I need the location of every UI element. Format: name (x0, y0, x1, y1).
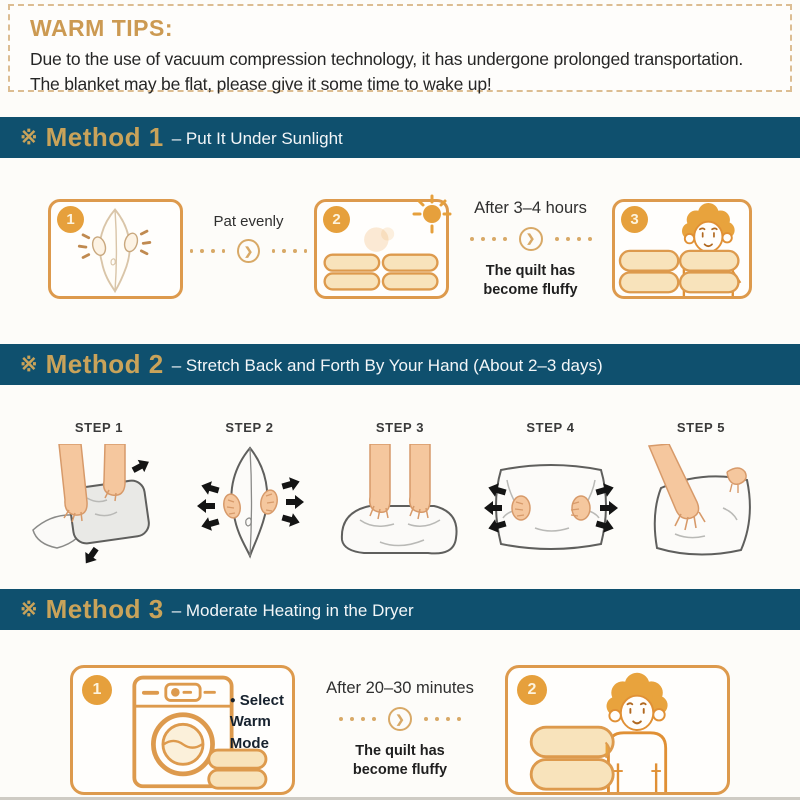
dotted-arrow (456, 227, 606, 251)
dotted-arrow (190, 239, 308, 263)
pat-evenly-caption: Pat evenly (213, 213, 284, 230)
method3-card-fluffy (505, 665, 730, 795)
select-warm-mode-label: ● Select Warm Mode (229, 691, 284, 752)
chevron-right-icon: ❯ (237, 239, 259, 263)
method-2-banner (0, 344, 800, 385)
dotted-arrow (308, 707, 492, 731)
step-5 (630, 420, 772, 566)
reference-mark-icon: ※ (20, 126, 38, 149)
method-1-banner (0, 117, 800, 158)
step-3 (329, 420, 471, 566)
step-badge-2: 2 (517, 675, 547, 705)
step-badge-3: 3 (621, 206, 648, 233)
method-3-banner (0, 589, 800, 630)
step-5-illustration (631, 444, 771, 566)
sun-icon (411, 193, 453, 235)
after-hours-caption: After 3–4 hours (474, 198, 587, 217)
method-2-steps-row (0, 420, 800, 566)
method-1-title: Method 1 (45, 122, 164, 152)
step-4 (480, 420, 622, 566)
method-3-steps-row (0, 662, 800, 797)
step-badge-2: 2 (323, 206, 350, 233)
method1-card-sunlight (314, 199, 449, 299)
bullet-icon: ● (229, 694, 236, 706)
method-2-title: Method 2 (45, 349, 164, 379)
method-1-steps-row (0, 196, 800, 302)
method1-connector-2 (456, 199, 606, 300)
warm-tips-body (30, 47, 770, 96)
method-3-subtitle: – Moderate Heating in the Dryer (171, 600, 414, 620)
step-badge-1: 1 (82, 675, 112, 705)
step-1 (28, 420, 170, 566)
warm-tips-title: WARM TIPS: (30, 15, 173, 41)
fluffy-result-text: The quilt has become fluffy (352, 743, 448, 778)
method-1-subtitle: – Put It Under Sunlight (171, 128, 343, 148)
warm-tips-box (8, 4, 792, 92)
method1-card-pat (48, 199, 183, 299)
warm-tips-line2: The blanket may be flat, please give it some time to wake up! (30, 73, 492, 94)
step-2 (179, 420, 321, 566)
fluffy-result-text: The quilt has become fluffy (483, 262, 578, 298)
step-1-label: STEP 1 (74, 420, 124, 435)
step-3-illustration (330, 444, 470, 566)
method1-connector-1 (190, 213, 308, 263)
method3-card-dryer (70, 665, 295, 795)
step-badge-1: 1 (57, 206, 84, 233)
step-4-label: STEP 4 (526, 420, 575, 435)
step-4-illustration (481, 444, 621, 566)
reference-mark-icon: ※ (20, 598, 38, 621)
after-minutes-caption: After 20–30 minutes (326, 679, 474, 698)
method3-connector (308, 679, 492, 780)
method-3-title: Method 3 (45, 594, 164, 624)
step-2-illustration (180, 444, 320, 566)
method-2-subtitle: – Stretch Back and Forth By Your Hand (About 2–3 days) (171, 355, 603, 375)
warm-tips-line1: Due to the use of vacuum compression technology, it has undergone prolonged transportation. (30, 49, 744, 69)
step-5-label: STEP 5 (676, 420, 726, 435)
reference-mark-icon: ※ (20, 353, 38, 376)
chevron-right-icon: ❯ (519, 227, 543, 251)
step-3-label: STEP 3 (375, 420, 425, 435)
step-1-illustration (29, 444, 169, 566)
step-2-label: STEP 2 (225, 420, 274, 435)
chevron-right-icon: ❯ (388, 707, 412, 731)
method1-card-fluffy (612, 199, 752, 299)
